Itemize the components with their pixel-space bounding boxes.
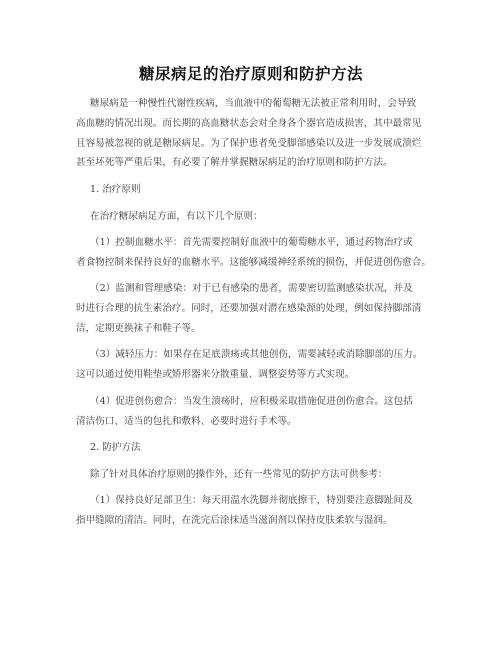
section1-item4-line2: 清洁伤口、适当的包扎和敷料、必要时进行手术等。 <box>76 416 297 427</box>
document-title: 糖尿病足的治疗原则和防护方法 <box>138 65 363 83</box>
section2-item1-line2: 指甲缝隙的清洁。同时，在洗完后涂抹适当滋润剂以保持皮肤柔软与湿润。 <box>76 515 393 526</box>
intro-line-1: 糖尿病是一种慢性代谢性疾病，当血液中的葡萄糖无法被正常利用时，会导致 <box>90 98 417 109</box>
section1-item2-line1: （2）监测和管理感染：对于已有感染的患者，需要密切监测感染状况，并及 <box>90 283 413 294</box>
intro-line-4: 甚至坏死等严重后果，有必要了解并掌握糖尿病足的治疗原则和防护方法。 <box>76 157 393 168</box>
section2-lead: 除了针对具体治疗原则的操作外，还有一些常见的防护方法可供参考： <box>90 469 388 480</box>
section1-item2-line3: 洁，定期更换袜子和鞋子等。 <box>76 323 201 334</box>
intro-line-2: 高血糖的情况出现。而长期的高血糖状态会对全身各个器官造成损害，其中最常见 <box>76 118 422 129</box>
section1-heading: 1. 治疗原则 <box>90 184 141 195</box>
section1-lead: 在治疗糖尿病足方面，有以下几个原则： <box>90 211 263 222</box>
section2-heading: 2. 防护方法 <box>90 442 141 453</box>
section1-item3-line2: 这可以通过使用鞋垫或矫形器来分散重量、调整姿势等方式实现。 <box>76 369 355 380</box>
intro-line-3: 且容易被忽视的就是糖尿病足。为了保护患者免受脚部感染以及进一步发展成溃烂 <box>76 138 422 149</box>
section1-item1-line1: （1）控制血糖水平：首先需要控制好血液中的葡萄糖水平，通过药物治疗或 <box>90 237 413 248</box>
section1-item4-line1: （4）促进创伤愈合：当发生溃疡时，应积极采取措施促进创伤愈合。这包括 <box>90 396 413 407</box>
section1-item3-line1: （3）减轻压力：如果存在足底溃疡或其他创伤，需要减轻或消除脚部的压力。 <box>90 349 423 360</box>
section2-item1-line1: （1）保持良好足部卫生：每天用温水洗脚并彻底擦干，特别要注意脚趾间及 <box>90 495 413 506</box>
section1-item2-line2: 时进行合理的抗生素治疗。同时，还要加强对潜在感染源的处理，例如保持脚部清 <box>76 303 422 314</box>
section1-item1-line2: 者食物控制来保持良好的血糖水平。这能够减缓神经系统的损伤，并促进创伤愈合。 <box>76 257 431 268</box>
